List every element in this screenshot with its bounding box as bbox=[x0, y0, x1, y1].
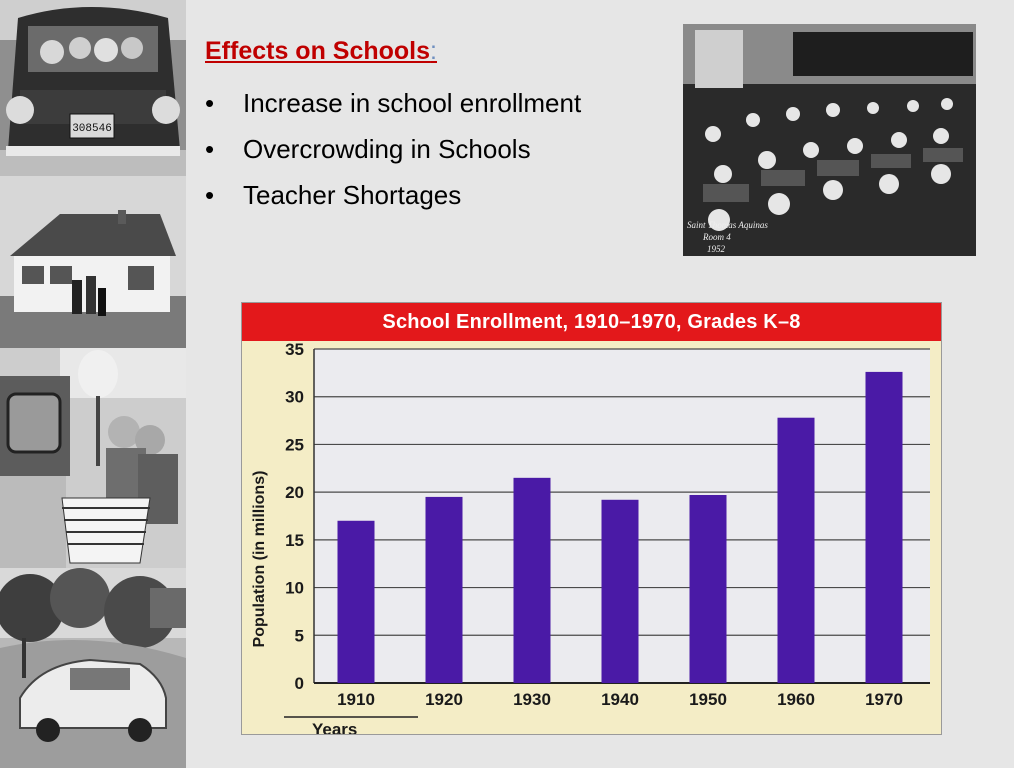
class-caption-line-2: Room 4 bbox=[703, 232, 731, 242]
chart-plot bbox=[242, 341, 941, 734]
x-axis-label: Years bbox=[312, 720, 358, 734]
bullet-list bbox=[205, 80, 675, 218]
television-kids-photo bbox=[0, 348, 186, 568]
y-tick-label: 35 bbox=[285, 341, 304, 359]
bar-1930 bbox=[514, 478, 551, 683]
x-tick-label: 1930 bbox=[513, 690, 551, 709]
y-tick-label: 25 bbox=[285, 435, 304, 455]
class-caption-line-1: Saint Thomas Aquinas bbox=[687, 220, 768, 230]
heading-colon: : bbox=[430, 37, 437, 65]
x-tick-label: 1950 bbox=[689, 690, 727, 709]
y-tick-label: 30 bbox=[285, 387, 304, 407]
x-tick-label: 1910 bbox=[337, 690, 375, 709]
bar-1960 bbox=[778, 418, 815, 683]
y-tick-label: 5 bbox=[294, 626, 304, 646]
slide-text bbox=[205, 36, 675, 218]
license-plate: 308546 bbox=[72, 123, 112, 135]
y-tick-label: 20 bbox=[285, 483, 304, 503]
heading-text: Effects on Schools bbox=[205, 37, 431, 65]
y-tick-label: 0 bbox=[294, 674, 304, 693]
bullet-text: Teacher Shortages bbox=[243, 180, 462, 210]
y-tick-label: 15 bbox=[285, 530, 304, 550]
x-tick-label: 1960 bbox=[777, 690, 815, 709]
bullet-item bbox=[205, 172, 675, 218]
chart-title: School Enrollment, 1910–1970, Grades K–8 bbox=[242, 303, 941, 341]
street-car-photo bbox=[0, 568, 186, 768]
y-axis-label: Population (in millions) bbox=[251, 470, 268, 648]
photo-strip bbox=[0, 0, 186, 768]
bullet-text: Overcrowding in Schools bbox=[243, 134, 531, 164]
x-tick-label: 1940 bbox=[601, 690, 639, 709]
y-tick-label: 10 bbox=[285, 578, 304, 598]
bullet-glyph: • bbox=[205, 88, 215, 118]
x-tick-label: 1970 bbox=[865, 690, 903, 709]
bar-1920 bbox=[426, 497, 463, 683]
bar-1910 bbox=[338, 521, 375, 683]
enrollment-chart bbox=[242, 303, 941, 734]
classroom-photo bbox=[683, 24, 976, 256]
class-caption-line-3: 1952 bbox=[707, 244, 725, 254]
bullet-item bbox=[205, 80, 675, 126]
suburban-house-photo bbox=[0, 176, 186, 348]
bullet-glyph: • bbox=[205, 180, 215, 210]
slide-heading bbox=[205, 36, 675, 66]
bar-1950 bbox=[690, 495, 727, 683]
x-tick-label: 1920 bbox=[425, 690, 463, 709]
bullet-glyph: • bbox=[205, 134, 215, 164]
bar-1940 bbox=[602, 500, 639, 683]
bar-1970 bbox=[866, 372, 903, 683]
family-car-photo bbox=[0, 0, 186, 176]
bullet-item bbox=[205, 126, 675, 172]
bullet-text: Increase in school enrollment bbox=[243, 88, 582, 118]
